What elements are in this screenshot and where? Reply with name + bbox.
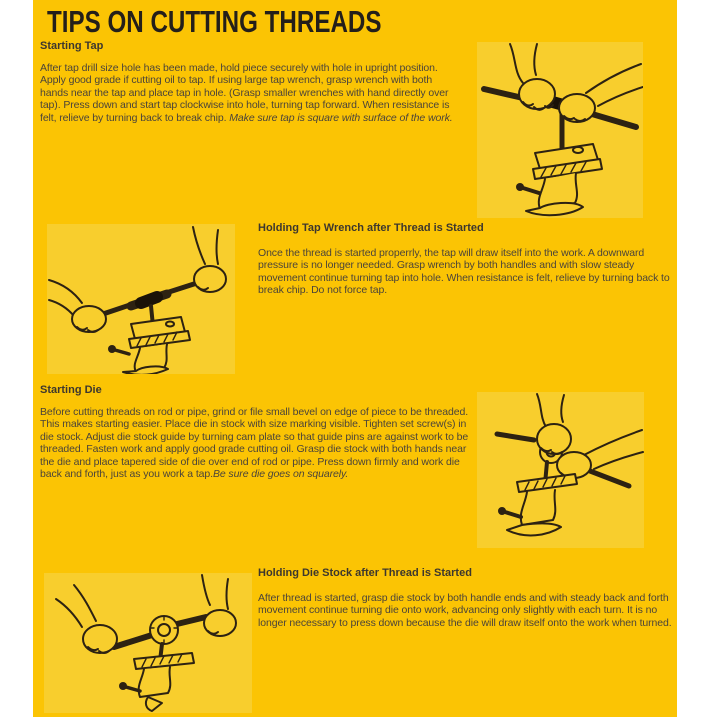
die-stock-press-down-illustration [477,392,644,548]
italic-note: Be sure die goes on squarely. [212,468,349,481]
illustration-panel-starting-die [477,392,644,548]
body-text: Once the thread is started properrly, the tap will draw itself into the work. A downward pressure is no longer needed. Grasp wrench by both handles and with slow steady movement continue turning tap into hole. When resistance is felt, relieve by turning back to break chip. Do not force tap. [258,247,670,297]
section-heading-starting-tap: Starting Tap [40,40,104,52]
section-body-starting-tap [40,62,460,124]
illustration-panel-starting-tap [477,42,643,218]
section-heading-holding-die-stock: Holding Die Stock after Thread is Started [258,567,472,579]
page-title: TIPS ON CUTTING THREADS [47,4,382,39]
section-body-holding-tap-wrench [258,247,678,297]
illustration-panel-holding-die-stock [44,573,252,713]
illustration-panel-holding-tap-wrench [47,224,235,374]
section-heading-holding-tap-wrench: Holding Tap Wrench after Thread is Started [258,222,484,234]
body-text: After thread is started, grasp die stock by both handle ends and with steady back and forth movement continue turning die onto work, advancing only slightly with each turn. It is no longer necessary to press down because the die will draw itself onto the work when turned. [258,592,672,629]
tap-wrench-both-handles-illustration [47,224,235,374]
yellow-sheet [33,0,677,717]
body-text: Before cutting threads on rod or pipe, grind or file small bevel on edge of piece to be threaded. This makes starting easier. Place die in stock with size marking visible. Tighten set screw(s) in die stock. Adjust die stock guide by turning cam plate so that guide pins are against work to be threaded. Fasten work and apply good grade cutting oil. Grasp die stock with both hands near the die and place tapered side of die over end of rod or pipe. Press down firmly and work die back and forth, just as you work a tap. [40,406,469,481]
body-text: After tap drill size hole has been made, hold piece securely with hole in upright position. Apply good grade if cutting oil to tap. If using large tap wrench, grasp wrench with both hands near the tap and place tap in hole. (Grasp smaller wrenches with hand directly over tap). Press down and start tap clockwise into hole, turning tap forward. When resistance is felt, relieve by turning back to break chip. [40,62,450,124]
section-body-holding-die-stock [258,592,678,629]
section-heading-starting-die: Starting Die [40,384,102,396]
section-body-starting-die [40,406,472,480]
tap-wrench-near-tap-illustration [477,42,643,218]
die-stock-both-handles-illustration [44,573,252,713]
italic-note: Make sure tap is square with surface of the work. [229,111,453,124]
